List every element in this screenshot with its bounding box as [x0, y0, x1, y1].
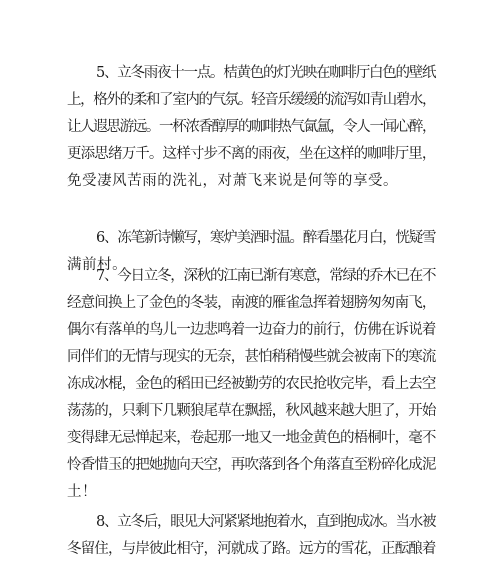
- paragraph-7: [67, 263, 437, 506]
- text-line: 土！: [67, 484, 98, 500]
- text-line: 满前村。: [67, 257, 128, 273]
- text-line: 经意间换上了金色的冬装，南渡的雁雀急挥着翅膀匆匆南飞，: [67, 295, 436, 311]
- text-line: 变得肆无忌惮起来，卷起那一地又一地金黄色的梧桐叶，毫不: [67, 430, 436, 446]
- text-line: 5、立冬雨夜十一点。桔黄色的灯光映在咖啡厅白色的壁纸: [96, 65, 436, 81]
- text-line: 上，格外的柔和了室内的气氛。轻音乐缓缓的流泻如青山碧水，: [67, 92, 436, 108]
- text-line: 6、冻笔新诗懒写，寒炉美酒时温。醉看墨花月白，恍疑雪: [96, 230, 436, 246]
- paragraph-8: [67, 509, 437, 563]
- text-line: 冬留住，与岸彼此相守，河就成了路。远方的雪花，正酝酿着: [67, 541, 436, 557]
- text-line: 让人遐思游远。一杯浓香醇厚的咖啡热气氤氲，令人一闻心醉，: [67, 119, 436, 135]
- text-line: 荡荡的，只剩下几颗狼尾草在飘摇，秋风越来越大胆了，开始: [67, 403, 436, 419]
- text-line: 偶尔有落单的鸟儿一边悲鸣着一边奋力的前行，仿佛在诉说着: [67, 322, 436, 338]
- text-line: 更添思绪万千。这样寸步不离的雨夜，坐在这样的咖啡厅里，: [67, 146, 436, 162]
- text-line: 怜香惜玉的把她抛向天空，再吹落到各个角落直至粉碎化成泥: [67, 457, 436, 473]
- text-line: 冻成冰棍，金色的稻田已经被勤劳的农民抢收完毕，看上去空: [67, 376, 436, 392]
- text-line: 7、今日立冬，深秋的江南已渐有寒意，常绿的乔木已在不: [96, 268, 436, 284]
- paragraph-5: [67, 60, 437, 195]
- text-line: 免受凄风苦雨的洗礼，对萧飞来说是何等的享受。: [67, 173, 399, 189]
- text-line: 同伴们的无情与现实的无奈，甚怕稍稍慢些就会被南下的寒流: [67, 349, 436, 365]
- text-line: 8、立冬后，眼见大河紧紧地抱着水，直到抱成冰。当水被: [96, 514, 436, 530]
